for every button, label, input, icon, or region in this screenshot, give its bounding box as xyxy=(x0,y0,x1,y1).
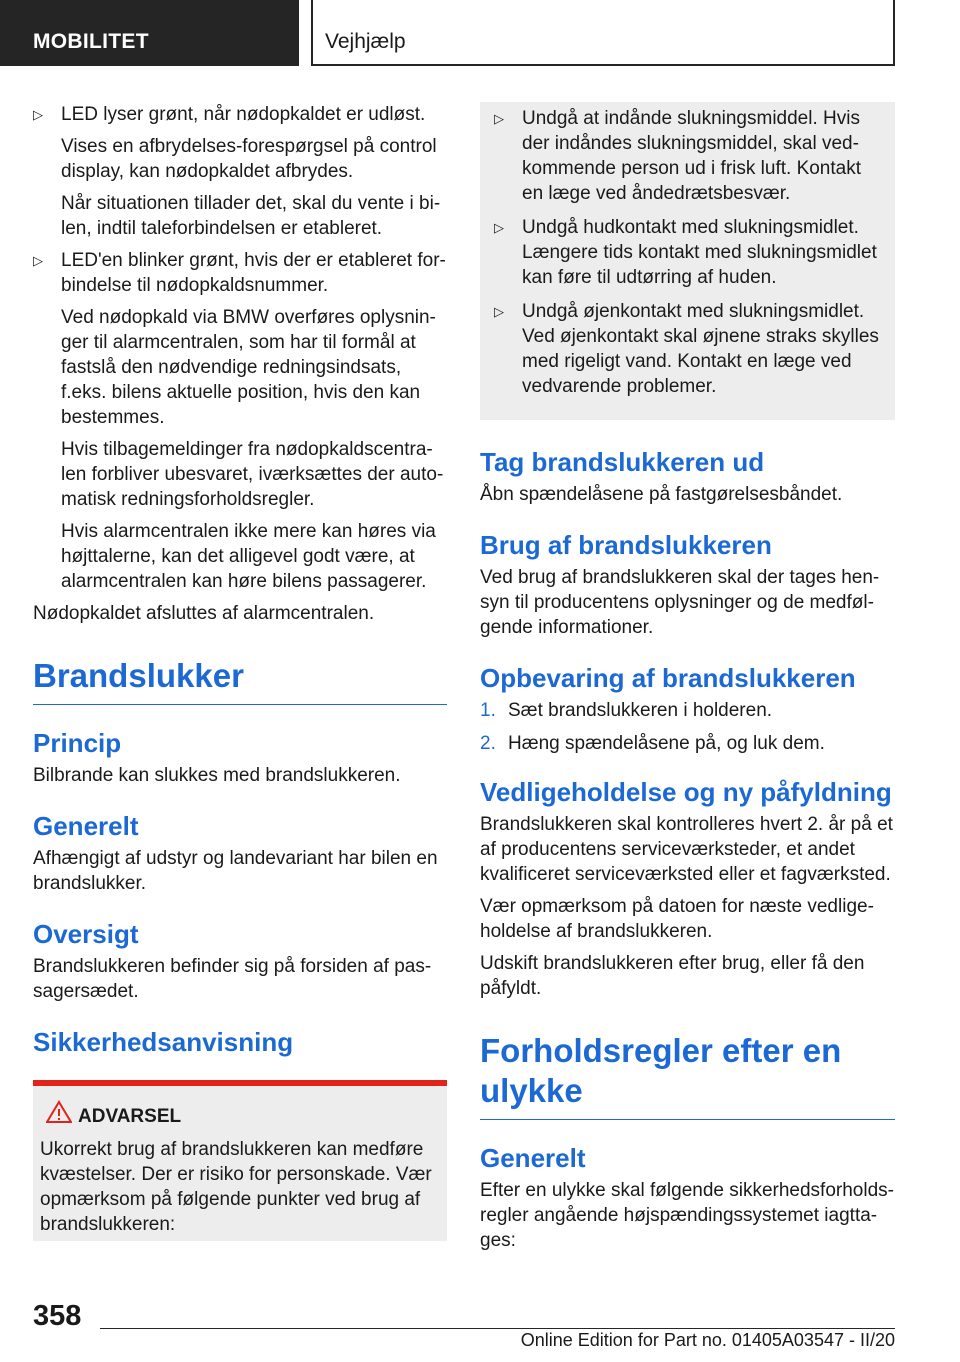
paragraph: Hvis alarmcentralen ikke mere kan høres via højttalerne, kan det alligevel godt være, at alarmcentralen kan høre bilens passagerer. xyxy=(61,521,436,592)
paragraph: Nødopkaldet afsluttes af alarmcentralen. xyxy=(33,603,375,624)
heading-generelt: Generelt xyxy=(33,811,139,841)
right-column xyxy=(480,102,895,1260)
paragraph: Afhængigt af udstyr og landevariant har bilen en brandslukker. xyxy=(33,848,438,894)
paragraph: Ved nødopkald via BMW overføres oplysnin-ger til alarmcentralen, som har til formål at fastslå den nødvendige redningsindsats, f.eks. bilens aktuelle position, hvis den kan bestemmes. xyxy=(61,307,436,428)
paragraph: Undgå øjenkontakt med slukningsmidlet. Ved øjenkontakt skal øjnene straks skylles med rigeligt vand. Kontakt en læge ved vedvarende problemer. xyxy=(522,301,879,397)
list-item xyxy=(480,698,895,723)
heading-opbevaring: Opbevaring af brandslukkeren xyxy=(480,663,856,693)
triangle-bullet-icon: ▷ xyxy=(494,111,504,126)
triangle-bullet-icon: ▷ xyxy=(494,220,504,235)
paragraph: Når situationen tillader det, skal du vente i bi-len, indtil taleforbindelsen er etableret. xyxy=(61,193,441,239)
triangle-bullet-icon: ▷ xyxy=(494,304,504,319)
heading-vedligeholdelse: Vedligeholdelse og ny påfyldning xyxy=(480,777,892,807)
bullet-item xyxy=(33,102,447,241)
heading-oversigt: Oversigt xyxy=(33,919,139,949)
paragraph: Vises en afbrydelses-forespørgsel på control display, kan nødopkaldet afbrydes. xyxy=(61,136,437,182)
page-footer xyxy=(0,1290,960,1362)
heading-brandslukker: Brandslukker xyxy=(33,656,447,705)
bullet-item xyxy=(494,215,885,290)
paragraph: Undgå hudkontakt med slukningsmidlet. Længere tids kontakt med slukningsmidlet kan føre til udtørring af huden. xyxy=(522,217,877,288)
step-number: 1. xyxy=(480,700,496,721)
paragraph: Undgå at indånde slukningsmiddel. Hvis der indåndes slukningsmiddel, skal ved-kommende person ud i frisk luft. Kontakt en læge ved åndedrætsbesvær. xyxy=(522,108,861,204)
paragraph: Brandslukkeren skal kontrolleres hvert 2. år på et af producentens serviceværksteder, et andet kvalificeret serviceværksted eller et fagværksted. xyxy=(480,814,893,885)
paragraph: Hvis tilbagemeldinger fra nødopkaldscentra-len forbliver ubesvaret, iværksættes der auto-matisk redningsforholdsregler. xyxy=(61,439,444,510)
bullet-item xyxy=(33,248,447,594)
section-label: MOBILITET xyxy=(0,0,299,66)
paragraph: Bilbrande kan slukkes med brandslukkeren. xyxy=(33,765,401,786)
footer-rule xyxy=(100,1328,895,1329)
triangle-bullet-icon: ▷ xyxy=(33,253,43,268)
heading-sikkerhedsanvisning: Sikkerhedsanvisning xyxy=(33,1027,294,1057)
warning-title xyxy=(40,1104,439,1129)
bullet-item xyxy=(494,299,885,399)
step-text: Hæng spændelåsene på, og luk dem. xyxy=(508,733,825,754)
heading-princip: Princip xyxy=(33,728,122,758)
heading-forholdsregler: Forholdsregler efter en ulykke xyxy=(480,1031,895,1120)
paragraph: Åbn spændelåsene på fastgørelsesbåndet. xyxy=(480,484,843,505)
warning-title-text: ADVARSEL xyxy=(78,1106,182,1127)
paragraph: LED'en blinker grønt, hvis der er etableret for-bindelse til nødopkaldsnummer. xyxy=(61,250,446,296)
topic-label: Vejhjælp xyxy=(311,0,895,66)
list-item xyxy=(480,731,895,756)
heading-brug: Brug af brandslukkeren xyxy=(480,530,772,560)
triangle-bullet-icon: ▷ xyxy=(33,107,43,122)
left-column xyxy=(33,102,447,1241)
warning-text: Ukorrekt brug af brandslukkeren kan medføre kvæstelser. Der er risiko for personskade. Vær opmærksom på følgende punkter ved brug af brandslukkeren: xyxy=(40,1139,432,1235)
paragraph: LED lyser grønt, når nødopkaldet er udløst. xyxy=(61,104,426,125)
page-header xyxy=(0,0,960,66)
paragraph: Brandslukkeren befinder sig på forsiden af pas-sagersædet. xyxy=(33,956,432,1002)
page-number: 358 xyxy=(33,1300,82,1332)
warning-continued-box xyxy=(480,102,895,420)
heading-generelt-2: Generelt xyxy=(480,1143,586,1173)
warning-box xyxy=(33,1080,447,1241)
edition-note: Online Edition for Part no. 01405A03547 - II/20 xyxy=(520,1330,895,1350)
paragraph: Ved brug af brandslukkeren skal der tages hen-syn til producentens oplysninger og de medføl-gende informationer. xyxy=(480,567,880,638)
warning-triangle-icon xyxy=(46,1100,72,1124)
step-text: Sæt brandslukkeren i holderen. xyxy=(508,700,773,721)
step-number: 2. xyxy=(480,733,496,754)
heading-tag-brandslukkeren-ud: Tag brandslukkeren ud xyxy=(480,447,765,477)
numbered-list xyxy=(480,698,895,756)
paragraph: Udskift brandslukkeren efter brug, eller få den påfyldt. xyxy=(480,953,865,999)
paragraph: Efter en ulykke skal følgende sikkerhedsforholds-regler angående højspændingssystemet iagtta-ges: xyxy=(480,1180,894,1251)
bullet-item xyxy=(494,106,885,206)
paragraph: Vær opmærksom på datoen for næste vedlige-holdelse af brandslukkeren. xyxy=(480,896,874,942)
